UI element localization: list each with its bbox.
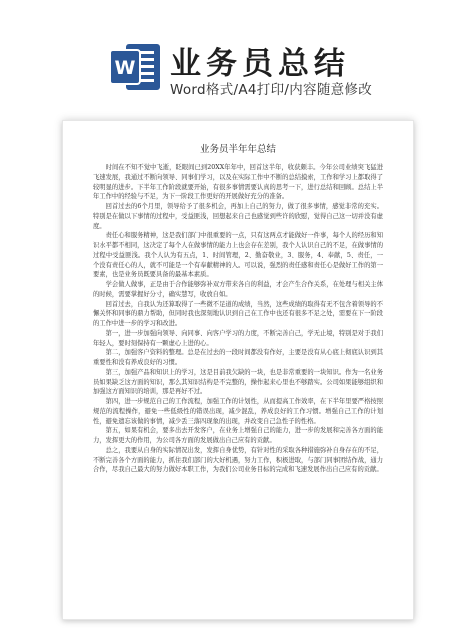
document-paragraph: 第一，进一步加强向领导、向同事、向客户学习的力度，不断完善自己，学无止境，特别是对于我们年轻人，要时刻保持有一颗虚心上进的心。 [93, 329, 383, 347]
document-paragraph: 第二，加强客户资料的整理。总是在过去的一段时间都没有作好，主要是没有从心底上彻底认识到其重要性和没有养成良好的习惯。 [93, 349, 383, 366]
document-paragraph: 学会做人做事，正是由于合作能够弥补双方带来各自的利益，才会产生合作关系，在处理与相关主体的时候，需要掌握好分寸，确实慧写，收放自如。 [93, 281, 383, 298]
document-paragraph: 第五，如果有机会，要多出去开发客户，在业务上增强自己的能力，进一步的发展和完善各方面的能力，发挥更大的作用，为公司各方面的发展做出自己应有的贡献。 [93, 427, 383, 444]
page-header [0, 0, 474, 120]
document-paragraph: 第四，进一步规范自己的工作流程，加强工作的计划性，从而提高工作效率，在下半年里要严格按照规范的流程操作，避免一些低级性的错误出现，减少混乱，养成良好的工作习惯。增强自己工作的计划性，避免遗忘该做的事情，减少丢三落四现象的出现，并改变自己急性子的性格。 [93, 398, 383, 425]
document-paragraph: 回首过去，自我认为还算取得了一些微不足道的成绩，当然，这些成绩的取得有无不包含着领导的不懈关怀和同事的鼎力帮助，但同时我也深刻地认识到自己在工作中也还有很多不足之处，需要在下一阶段的工作中进一步的学习和改进。 [93, 300, 383, 327]
word-document-icon [108, 40, 162, 94]
document-page [62, 120, 414, 620]
page-subtitle: Word格式/A4打印/内容随意修改 [170, 82, 373, 98]
document-paragraph: 总之，我要从自身的实际情况出发，发挥自身优势，有针对性的采取各种措施弥补自身存在的不足，不断完善各个方面的能力，抓住我们部门的大好机遇，努力工作，积极进取，与部门同事团结作战，通力合作，尽我自己最大的努力做好本职工作，为我们公司业务目标的完成和飞速发展作出自己应有的贡献。 [93, 446, 383, 474]
word-icon-letter: W [114, 57, 136, 79]
document-paragraph: 时间在不知不觉中飞逝，眨眼间已到20XX年年中，回首这半年，收获颇丰。今年公司业绩突飞猛进飞速发展，我通过不断向领导、同事们学习，以及在实际工作中不断的总结摸索，工作和学习上都取得了较明显的进步。下半年工作阶段就要开始，有很多事情需要认真的思考一下，进行总结和回顾。总结上半年工作中的经验与不足，为下一阶段工作更好的开展做好充分的准备。 [93, 164, 383, 201]
document-body [93, 163, 383, 475]
document-paragraph: 回首过去的6个月里，领导给予了很多机会，再加上自己的努力，做了很多事情，感觉非常的充实。特别是在做以下事情的过程中，受益匪浅，回想起来自己也感觉到些许的欣慰，觉得自己这一切并没有虚度。 [93, 203, 383, 230]
page-title: 业务员总结 [170, 46, 350, 82]
document-title: 业务员半年年总结 [199, 144, 276, 155]
document-paragraph: 责任心和服务精神，这是我们部门中很重要的一点，只有这两点才能做好一件事，每个人的经历和知识水平都不相同，这决定了每个人在做事情的能力上也会存在差别，我个人认识自己的不足，在做事情的过程中受益匪浅。我个人认为有五点，1、时间管理，2、勤奋敬业，3、服务，4、奉献，5、责任，一个没有责任心的人，就不可能是一个有奉献精神的人。可以说，强烈的责任感和责任心是做好工作的第一要素，也是业务员既要具备的最基本素质。 [93, 232, 383, 279]
document-paragraph: 第三，加强产品和知识上的学习，这是目前我欠缺的一块，也是非常重要的一块知识。作为一名业务员如果缺乏这方面的知识，那么其知识结构是不完整的，操作起来心里也不够踏实。公司如果能够组织和加强这方面知识的培训，那是再好不过。 [93, 368, 383, 396]
